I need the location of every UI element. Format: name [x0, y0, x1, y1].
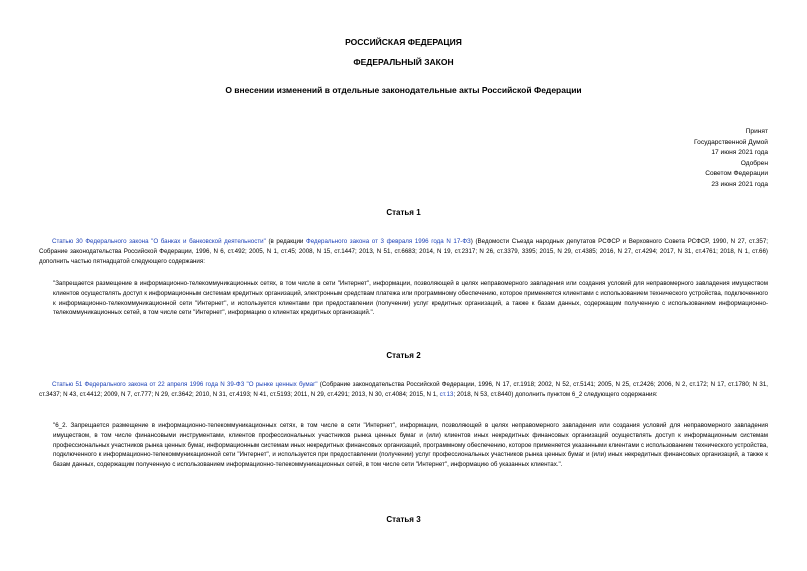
- article-2-paragraph: [39, 380, 768, 400]
- article-1-text-cont: ) (Ведомости Съезда народных депутатов РСФСР и Верховного Совета РСФСР, 1990, N 27, ст.357; Собрание законодательства Российской Федерации, 1996, N 6, ст.492; 2005, N 1, ст.45; 2008, N 15, ст.1447; 2013, N 51, ст.6683; 2014, N 19, ст.2317; N 26, ст.3379, 3395; 2015, N 29, ст.4385; 2016, N 27, ст.4294; 2017, N 31, ст.4761; 2018, N 1, ст.66) дополнить частью пятнадцатой следующего содержания:: [39, 238, 768, 265]
- article-1-law-link[interactable]: Статью 30 Федерального закона "О банках и банковской деятельности": [52, 238, 266, 245]
- adoption-line: Принят: [745, 128, 768, 135]
- article-2-text-cont: ; 2018, N 53, ст.8440) дополнить пунктом 6_2 следующего содержания:: [453, 390, 658, 398]
- article-3-title: Статья 3: [386, 515, 421, 524]
- adoption-block: [694, 127, 768, 190]
- article-1-paragraph: [39, 237, 768, 266]
- article-1-text: (в редакции: [265, 238, 306, 245]
- law-title: О внесении изменений в отдельные законодательные акты Российской Федерации: [225, 85, 582, 95]
- article-1-quote: "Запрещается размещение в информационно-телекоммуникационных сетях, в том числе в сети "Интернет", информации, позволяющей в целях неправомерного завладения или создания условий для неправомерного завладения имуществом клиентов осуществлять доступ к информационным системам кредитных организаций, электронным средствам платежа или программному обеспечению, которое применяется клиентами с использованием технического устройства, подключенного к информационно-телекоммуникационной сети "Интернет", и используется клиентами при предоставлении (получении) услуг кредитных организаций, а также к базам данных, содержащим полученную с использованием информационно-телекоммуникационных сетей, в том числе сети "Интернет", информацию о клиентах кредитных организаций.".: [53, 280, 768, 317]
- article-2-st13-link[interactable]: ст.13: [439, 390, 454, 398]
- adoption-line: Советом Федерации: [705, 170, 768, 177]
- article-2-law-link[interactable]: Статью 51 Федерального закона от 22 апреля 1996 года N 39-ФЗ "О рынке ценных бумаг": [52, 381, 318, 388]
- adoption-line: 23 июня 2021 года: [711, 180, 768, 188]
- article-2-text: (Собрание законодательства Российской Федерации, 1996, N 17, ст.1918; 2002, N 52, ст.5141; 2005, N 25, ст.2426; 2006, N 2, ст.172; N 17, ст.1780; N 31, ст.3437; N 43, ст.4412; 2009, N 7, ст.777; N 29, ст.3642; 2010, N 31, ст.4193; N 41, ст.5193; 2011, N 29, ст.4291; 2013, N 30, ст.4084; 2015, N 1,: [39, 381, 768, 398]
- article-2-quote: "6_2. Запрещается размещение в информационно-телекоммуникационных сетях, в том числе в сети "Интернет", информации, позволяющей в целях неправомерного завладения или создания условий для неправомерного завладения имуществом, в том числе финансовыми инструментами, клиентов профессиональных участников рынка ценных бумаг и (или) клиентов иных некредитных финансовых организаций осуществлять доступ к информационным системам профессиональных участников рынка ценных бумаг, информационным системам иных некредитных финансовых организаций, программному обеспечению, которое применяется указанными клиентами с использованием технического устройства, подключенного к информационно-телекоммуникационной сети "Интернет", и используется при предоставлении (получении) услуг профессиональных участников рынка ценных бумаг и (или) иных некредитных финансовых организаций, а также к базам данных, содержащим полученную с использованием информационно-телекоммуникационных сетей, в том числе сети "Интернет", информацию об указанных клиентах.".: [53, 422, 768, 469]
- article-2-title: Статья 2: [386, 351, 421, 360]
- adoption-line: Одобрен: [740, 159, 768, 167]
- article-1-title: Статья 1: [386, 208, 421, 217]
- header-law-type: ФЕДЕРАЛЬНЫЙ ЗАКОН: [353, 57, 454, 67]
- adoption-line: Государственной Думой: [694, 138, 768, 146]
- adoption-line: 17 июня 2021 года: [711, 149, 768, 156]
- header-country: РОССИЙСКАЯ ФЕДЕРАЦИЯ: [345, 37, 462, 47]
- article-1-amendment-link[interactable]: Федерального закона от 3 февраля 1996 года N 17-ФЗ: [305, 238, 471, 245]
